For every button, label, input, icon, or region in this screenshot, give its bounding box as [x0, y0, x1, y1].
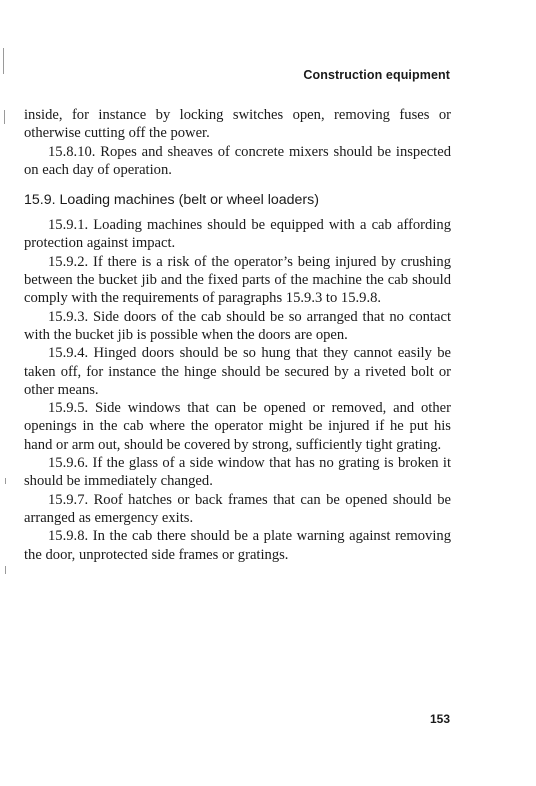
scan-edge-mark	[5, 478, 6, 484]
paragraph-15-8-10: 15.8.10. Ropes and sheaves of concrete mixers should be inspected on each day of operation.	[24, 143, 451, 178]
paragraph-continuation: inside, for instance by locking switches open, removing fuses or otherwise cutting off the power.	[24, 107, 451, 142]
section-heading-15-9: 15.9. Loading machines (belt or wheel loaders)	[24, 192, 319, 209]
scan-edge-mark	[5, 566, 6, 574]
paragraph-15-9-7: 15.9.7. Roof hatches or back frames that can be opened should be arranged as emergency exits.	[24, 491, 451, 526]
paragraph-15-9-4: 15.9.4. Hinged doors should be so hung that they cannot easily be taken off, for instance the hinge should be secured by a riveted bolt or other means.	[24, 345, 451, 398]
paragraph-15-9-2: 15.9.2. If there is a risk of the operator’s being injured by crushing between the bucket jib and the fixed parts of the machine the cab should comply with the requirements of paragraphs 15.9.3 to 15.9.8.	[24, 253, 451, 307]
paragraph-15-9-6: 15.9.6. If the glass of a side window that has no grating is broken it should be immediately changed.	[24, 455, 451, 490]
paragraph-15-9-1: 15.9.1. Loading machines should be equipped with a cab affording protection against impact.	[24, 217, 451, 252]
body-text	[24, 106, 451, 564]
scan-edge-mark	[3, 48, 4, 74]
paragraph-15-9-5: 15.9.5. Side windows that can be opened or removed, and other openings in the cab where the operator might be injured if he put his hand or arm out, should be covered by strong, sufficiently tight grating.	[24, 400, 451, 453]
page-number: 153	[429, 712, 450, 726]
running-header: Construction equipment	[303, 68, 450, 82]
paragraph-15-9-3: 15.9.3. Side doors of the cab should be so arranged that no contact with the bucket jib is possible when the doors are open.	[24, 308, 451, 343]
paragraph-15-9-8: 15.9.8. In the cab there should be a plate warning against removing the door, unprotected side frames or gratings.	[24, 528, 451, 563]
scan-edge-mark	[4, 110, 5, 124]
